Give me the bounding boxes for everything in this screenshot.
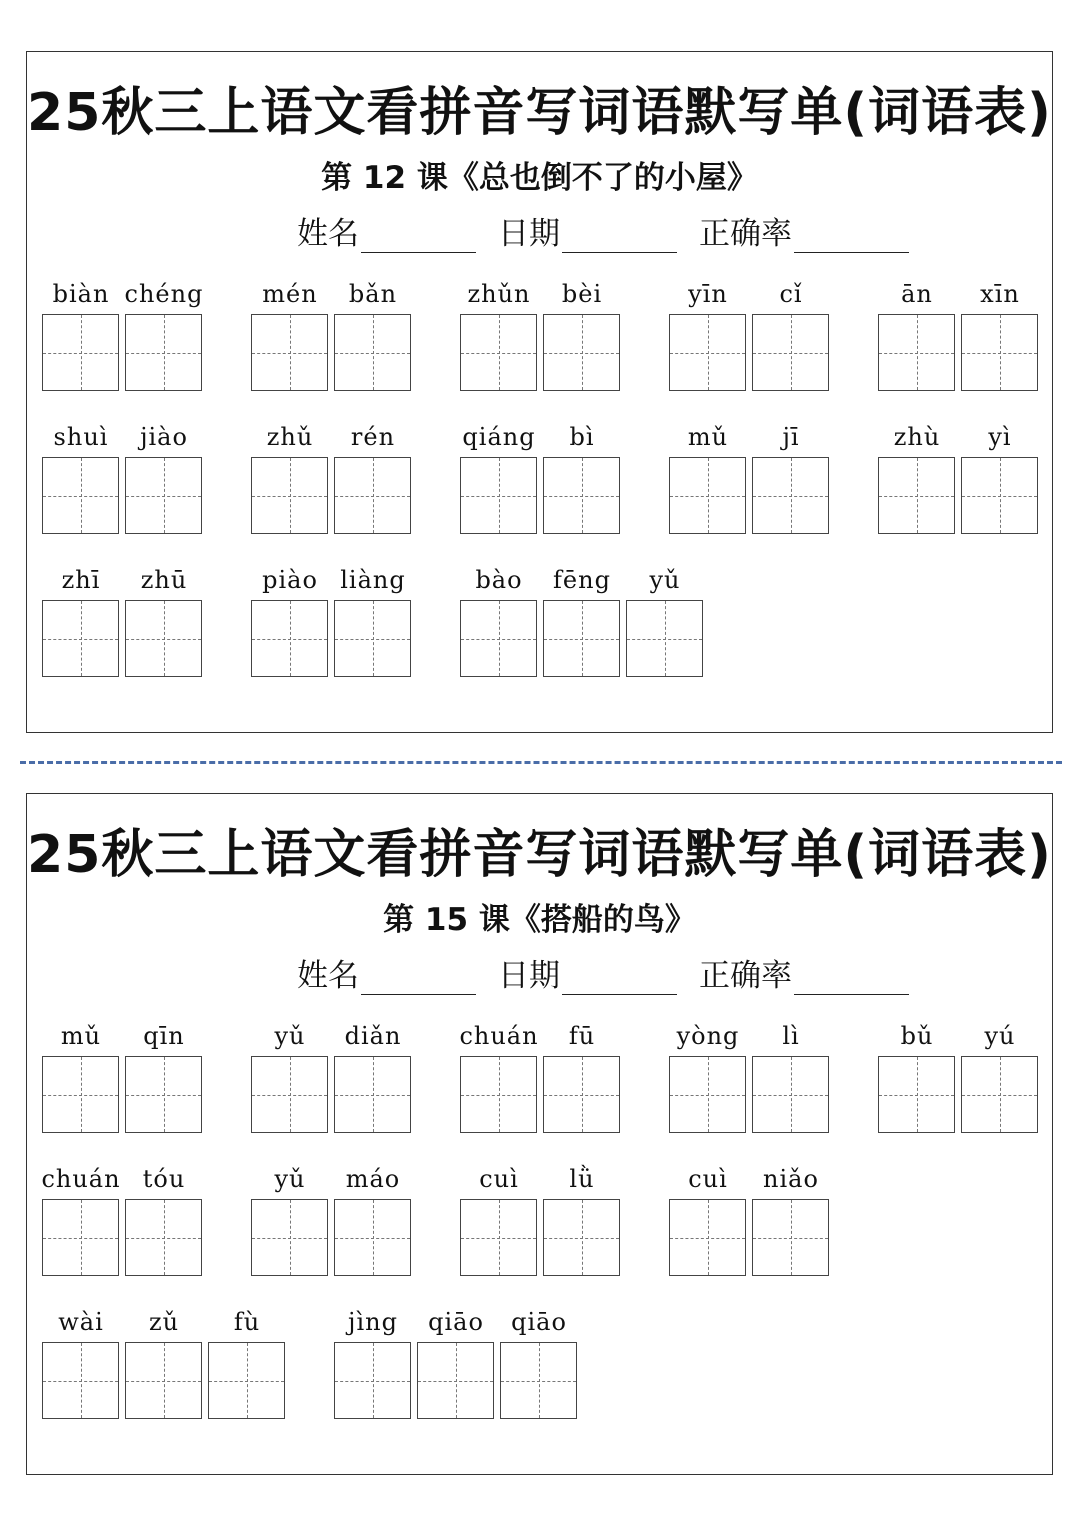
pinyin-label: bèi bbox=[561, 280, 603, 308]
pinyin-label: fù bbox=[233, 1308, 261, 1336]
pinyin-label: yì bbox=[988, 423, 1012, 451]
pinyin-label: bǔ bbox=[900, 1022, 934, 1050]
pinyin-label: yú bbox=[984, 1022, 1016, 1050]
writing-box[interactable] bbox=[251, 1199, 328, 1276]
writing-box[interactable] bbox=[460, 1056, 537, 1133]
writing-box[interactable] bbox=[460, 1199, 537, 1276]
worksheet-title: 25秋三上语文看拼音写词语默写单(词语表) bbox=[27, 825, 1052, 885]
writing-box[interactable] bbox=[752, 1056, 829, 1133]
writing-box[interactable] bbox=[543, 600, 620, 677]
writing-box[interactable] bbox=[42, 1056, 119, 1133]
pinyin-label: ān bbox=[901, 280, 933, 308]
pinyin-label: zhù bbox=[893, 423, 941, 451]
pinyin-label: yòng bbox=[676, 1022, 740, 1050]
writing-box[interactable] bbox=[961, 1056, 1038, 1133]
writing-box[interactable] bbox=[669, 1199, 746, 1276]
pinyin-label: yǔ bbox=[274, 1022, 306, 1050]
name-blank[interactable] bbox=[361, 222, 476, 253]
pinyin-label: bào bbox=[475, 566, 523, 594]
pinyin-label: qiáng bbox=[462, 423, 536, 451]
student-info bbox=[297, 208, 931, 253]
name-field[interactable] bbox=[297, 208, 476, 253]
pinyin-label: cuì bbox=[688, 1165, 728, 1193]
worksheet-2 bbox=[26, 793, 1053, 1475]
pinyin-label: lǜ bbox=[569, 1165, 595, 1193]
pinyin-label: rén bbox=[350, 423, 396, 451]
pinyin-label: biàn bbox=[52, 280, 110, 308]
writing-box[interactable] bbox=[752, 314, 829, 391]
pinyin-label: shuì bbox=[53, 423, 109, 451]
writing-box[interactable] bbox=[251, 1056, 328, 1133]
pinyin-label: bǎn bbox=[348, 280, 398, 308]
writing-box[interactable] bbox=[878, 457, 955, 534]
writing-box[interactable] bbox=[251, 314, 328, 391]
writing-box[interactable] bbox=[334, 1342, 411, 1419]
accuracy-label: 正确率 bbox=[699, 958, 792, 994]
student-info bbox=[297, 950, 931, 995]
name-label: 姓名 bbox=[297, 958, 359, 994]
accuracy-field[interactable] bbox=[699, 950, 909, 995]
pinyin-label: cǐ bbox=[779, 280, 803, 308]
pinyin-label: mǔ bbox=[60, 1022, 102, 1050]
pinyin-label: chéng bbox=[124, 280, 204, 308]
writing-box[interactable] bbox=[417, 1342, 494, 1419]
writing-box[interactable] bbox=[334, 314, 411, 391]
pinyin-label: máo bbox=[345, 1165, 401, 1193]
pinyin-label: cuì bbox=[479, 1165, 519, 1193]
writing-box[interactable] bbox=[251, 600, 328, 677]
writing-box[interactable] bbox=[334, 1199, 411, 1276]
pinyin-label: qiāo bbox=[428, 1308, 484, 1336]
name-field[interactable] bbox=[297, 950, 476, 995]
worksheet-title: 25秋三上语文看拼音写词语默写单(词语表) bbox=[27, 83, 1052, 143]
writing-box[interactable] bbox=[752, 457, 829, 534]
writing-box[interactable] bbox=[669, 1056, 746, 1133]
writing-box[interactable] bbox=[251, 457, 328, 534]
writing-box[interactable] bbox=[42, 600, 119, 677]
writing-box[interactable] bbox=[42, 1199, 119, 1276]
date-label: 日期 bbox=[498, 216, 560, 252]
lesson-title: 第 15 课《搭船的鸟》 bbox=[383, 902, 696, 938]
writing-box[interactable] bbox=[669, 314, 746, 391]
writing-box[interactable] bbox=[42, 314, 119, 391]
writing-box[interactable] bbox=[460, 457, 537, 534]
date-field[interactable] bbox=[498, 950, 677, 995]
pinyin-label: liàng bbox=[340, 566, 406, 594]
pinyin-label: bì bbox=[569, 423, 595, 451]
pinyin-label: chuán bbox=[41, 1165, 121, 1193]
cut-line-divider bbox=[20, 761, 1062, 764]
pinyin-label: zhī bbox=[61, 566, 101, 594]
writing-box[interactable] bbox=[125, 600, 202, 677]
writing-box[interactable] bbox=[334, 1056, 411, 1133]
accuracy-label: 正确率 bbox=[699, 216, 792, 252]
writing-box[interactable] bbox=[500, 1342, 577, 1419]
pinyin-label: lì bbox=[782, 1022, 800, 1050]
pinyin-label: diǎn bbox=[344, 1022, 402, 1050]
writing-box[interactable] bbox=[125, 1199, 202, 1276]
writing-box[interactable] bbox=[543, 1056, 620, 1133]
pinyin-label: jiào bbox=[140, 423, 188, 451]
date-label: 日期 bbox=[498, 958, 560, 994]
pinyin-label: qiāo bbox=[511, 1308, 567, 1336]
writing-box[interactable] bbox=[125, 1056, 202, 1133]
pinyin-label: mén bbox=[262, 280, 318, 308]
writing-box[interactable] bbox=[626, 600, 703, 677]
accuracy-blank[interactable] bbox=[794, 222, 909, 253]
writing-box[interactable] bbox=[334, 457, 411, 534]
pinyin-label: piào bbox=[262, 566, 318, 594]
pinyin-label: qīn bbox=[143, 1022, 185, 1050]
writing-box[interactable] bbox=[125, 457, 202, 534]
accuracy-blank[interactable] bbox=[794, 964, 909, 995]
pinyin-label: yīn bbox=[688, 280, 728, 308]
writing-box[interactable] bbox=[543, 1199, 620, 1276]
writing-box[interactable] bbox=[878, 1056, 955, 1133]
writing-box[interactable] bbox=[42, 457, 119, 534]
writing-box[interactable] bbox=[460, 314, 537, 391]
writing-box[interactable] bbox=[878, 314, 955, 391]
writing-box[interactable] bbox=[543, 314, 620, 391]
writing-box[interactable] bbox=[42, 1342, 119, 1419]
pinyin-label: zhǔn bbox=[467, 280, 531, 308]
date-blank[interactable] bbox=[562, 222, 677, 253]
writing-box[interactable] bbox=[125, 1342, 202, 1419]
pinyin-label: niǎo bbox=[763, 1165, 819, 1193]
lesson-title: 第 12 课《总也倒不了的小屋》 bbox=[321, 160, 758, 196]
accuracy-field[interactable] bbox=[699, 208, 909, 253]
writing-box[interactable] bbox=[752, 1199, 829, 1276]
writing-box[interactable] bbox=[961, 314, 1038, 391]
pinyin-label: zhū bbox=[140, 566, 188, 594]
writing-box[interactable] bbox=[961, 457, 1038, 534]
date-field[interactable] bbox=[498, 208, 677, 253]
pinyin-label: jìng bbox=[348, 1308, 398, 1336]
writing-box[interactable] bbox=[543, 457, 620, 534]
pinyin-label: yǔ bbox=[649, 566, 681, 594]
pinyin-label: fēng bbox=[553, 566, 611, 594]
writing-box[interactable] bbox=[125, 314, 202, 391]
pinyin-label: wài bbox=[58, 1308, 104, 1336]
writing-box[interactable] bbox=[669, 457, 746, 534]
name-blank[interactable] bbox=[361, 964, 476, 995]
pinyin-label: tóu bbox=[142, 1165, 186, 1193]
pinyin-label: chuán bbox=[459, 1022, 539, 1050]
worksheet-1 bbox=[26, 51, 1053, 733]
name-label: 姓名 bbox=[297, 216, 359, 252]
writing-box[interactable] bbox=[460, 600, 537, 677]
writing-box[interactable] bbox=[334, 600, 411, 677]
pinyin-label: xīn bbox=[980, 280, 1020, 308]
pinyin-label: jī bbox=[782, 423, 800, 451]
pinyin-label: fū bbox=[568, 1022, 596, 1050]
writing-box[interactable] bbox=[208, 1342, 285, 1419]
pinyin-label: yǔ bbox=[274, 1165, 306, 1193]
pinyin-label: zhǔ bbox=[266, 423, 314, 451]
pinyin-label: zǔ bbox=[148, 1308, 180, 1336]
date-blank[interactable] bbox=[562, 964, 677, 995]
pinyin-label: mǔ bbox=[687, 423, 729, 451]
